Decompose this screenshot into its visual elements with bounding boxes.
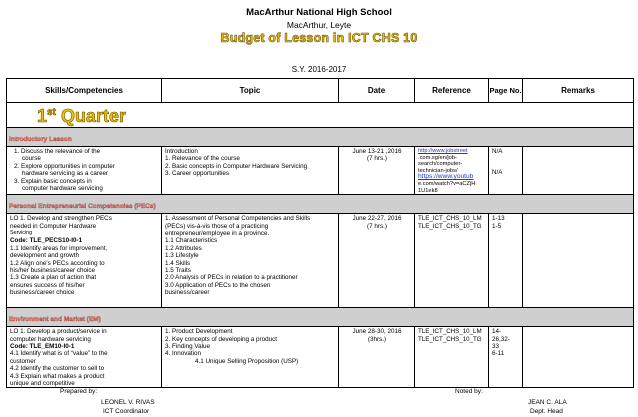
topic-line: 4.1 Unique Selling Proposition (USP) [195, 357, 299, 365]
topic-cell [162, 214, 339, 308]
table-row [7, 147, 634, 195]
reference-line: TLE_ICT_CHS_10_LM [418, 328, 482, 336]
date-cell [339, 327, 415, 388]
reference-line: TLE_ICT_CHS_10_LM [418, 215, 482, 223]
col-header-skills: Skills/Competencies [7, 79, 162, 103]
skills-line: 3. Explain basic concepts in [14, 177, 92, 185]
date-cell [339, 147, 415, 195]
prepared-by-label: Prepared by: [60, 388, 98, 395]
page-cell [489, 214, 523, 308]
skills-cell [7, 147, 162, 195]
skills-line: course [22, 155, 41, 163]
skills-line: needed in Computer Hardware [10, 222, 97, 230]
topic-line: 3.0 Application of PECs to the chosen [165, 281, 271, 289]
skills-cell [7, 327, 162, 388]
topic-line: 3. Finding Value [165, 342, 211, 350]
noted-by-label: Noted by: [455, 388, 483, 395]
skills-line: unique and competitive [10, 380, 75, 387]
reference-line: 1U1ek8 [418, 187, 438, 194]
skills-line: 1.1 Identify areas for improvement, [10, 244, 108, 252]
page-cell [489, 327, 523, 388]
skills-line: 1.2 Align one's PECs according to [10, 259, 105, 267]
quarter-row [7, 103, 634, 128]
topic-cell [162, 147, 339, 195]
budget-table [6, 78, 634, 388]
skills-line: 1.3 Create a plan of action that [10, 274, 97, 282]
quarter-heading [37, 106, 126, 126]
prepared-by-name: LEONEL V. RIVAS [101, 399, 155, 406]
prepared-by-role: ICT Coordinator [103, 408, 150, 415]
skills-line: 4.2 Identify the customer to sell to [10, 365, 105, 373]
noted-by-name: JEAN C. ALA [528, 399, 567, 406]
topic-line: 1. Relevance of the course [165, 155, 240, 163]
topic-line: business/career [165, 289, 210, 297]
skills-line: 4.1 Identify what is of “value” to the [10, 350, 108, 358]
skills-line: business/career choice [10, 289, 75, 297]
section-title: Introductory Lesson [9, 136, 72, 143]
page-value: 33 [492, 342, 500, 350]
topic-cell [162, 327, 339, 388]
quarter-suffix: st [47, 107, 56, 118]
section-band [7, 195, 634, 214]
page-cell [489, 147, 523, 195]
topic-line: 2. Key concepts of developing a product [165, 335, 278, 343]
remarks-cell [523, 147, 634, 195]
skills-line: Servicing [10, 229, 33, 236]
reference-line: technician-jobs/ [418, 167, 458, 174]
skills-line: computer hardware servicing [22, 185, 103, 193]
date-range: June 13-21 ,2016 [352, 148, 402, 155]
col-header-date: Date [339, 79, 415, 103]
school-year: S.Y. 2016-2017 [291, 65, 347, 74]
competency-code: Code: TLE_PECS10-I0-1 [10, 237, 83, 245]
competency-code: Code: TLE_EM10-I0-1 [10, 342, 75, 350]
reference-cell [415, 147, 489, 195]
topic-line: entrepreneur/employee in a province. [165, 229, 270, 237]
reference-cell [415, 214, 489, 308]
skills-line: customer [10, 357, 36, 365]
page-value: 6-11 [492, 350, 505, 358]
section-title: Personal Entrepreneurial Competencies (PECs) [9, 203, 156, 211]
reference-line: .com.sg/en/job- [418, 154, 457, 161]
reference-line: TLE_ICT_CHS_10_TG [418, 335, 482, 343]
topic-line: 1. Product Development [165, 328, 233, 336]
topic-line: (PECs) vis-à-vis those of a practicing [165, 222, 269, 230]
topic-line: 3. Career opportunities [165, 170, 230, 178]
noted-by-role: Dept. Head [530, 408, 563, 415]
page-value: N/A [492, 169, 503, 177]
quarter-word: Quarter [60, 106, 126, 126]
quarter-number: 1 [37, 106, 48, 126]
col-header-page: Page No. [489, 79, 523, 103]
school-location: MacArthur, Leyte [286, 20, 352, 30]
skills-line: LO 1. Develop a product/service in [10, 328, 107, 336]
topic-line: 1.2 Attributes [165, 244, 202, 252]
table-row [7, 327, 634, 388]
skills-line: 4.3 Explain what makes a product [10, 372, 105, 380]
topic-line: Introduction [165, 148, 198, 155]
skills-line: 1. Discuss the relevance of the [14, 148, 101, 155]
topic-line: 2. Basic concepts in Computer Hardware Servicing [165, 162, 308, 170]
remarks-cell [523, 214, 634, 308]
col-header-remarks: Remarks [523, 79, 634, 103]
header-row [7, 79, 634, 103]
section-title: Environment and Market (EM) [9, 316, 101, 324]
topic-line: 1.4 Skills [165, 259, 191, 267]
page-value: 1-13 [492, 215, 505, 223]
skills-line: computer hardware servicing [10, 335, 91, 343]
topic-line: 1.5 Traits [165, 267, 191, 274]
table-row [7, 214, 634, 308]
document-title: Budget of Lesson in ICT CHS 10 [220, 31, 418, 45]
section-band [7, 308, 634, 327]
page-value: 14- [492, 328, 502, 336]
page-value: N/A [492, 148, 503, 155]
topic-line: 2.0 Analysis of PECs in relation to a practitioner [165, 274, 298, 282]
date-range: June 28-30, 2016 [352, 328, 402, 336]
col-header-reference: Reference [415, 79, 489, 103]
date-hours: (3hrs.) [367, 335, 387, 343]
reference-link[interactable]: http://www.jobstreet [418, 148, 468, 154]
topic-line: 1.3 Lifestyle [165, 252, 199, 260]
skills-line: development and growth [10, 252, 79, 260]
topic-line: 1.1 Characteristics [165, 237, 218, 245]
page-value: 26,32- [492, 335, 510, 343]
date-hours: (7 hrs.) [367, 222, 387, 230]
date-range: June 22-27, 2016 [352, 215, 402, 223]
section-band [7, 128, 634, 147]
skills-line: hardware servicing as a career [22, 170, 109, 178]
skills-cell [7, 214, 162, 308]
reference-line: TLE_ICT_CHS_10_TG [418, 222, 482, 230]
reference-link[interactable]: https://www.youtub [418, 173, 474, 181]
school-name: MacArthur National High School [246, 7, 392, 18]
skills-line: his/her business/career choice [10, 267, 96, 274]
skills-line: ensures success of his/her [10, 281, 85, 289]
reference-line: search/computer- [418, 161, 463, 168]
date-cell [339, 214, 415, 308]
page-value: 1-5 [492, 222, 502, 230]
topic-line: 1. Assessment of Personal Competencies and Skills [165, 215, 311, 223]
reference-cell [415, 327, 489, 388]
remarks-cell [523, 327, 634, 388]
reference-line: e.com/watch?v=aCZjH [418, 180, 476, 187]
skills-line: 2. Explore opportunities in computer [14, 162, 115, 170]
date-hours: (7 hrs.) [367, 155, 387, 163]
col-header-topic: Topic [162, 79, 339, 103]
skills-line: LO 1. Develop and strengthen PECs [10, 215, 112, 223]
topic-line: 4. Innovation [165, 350, 202, 358]
